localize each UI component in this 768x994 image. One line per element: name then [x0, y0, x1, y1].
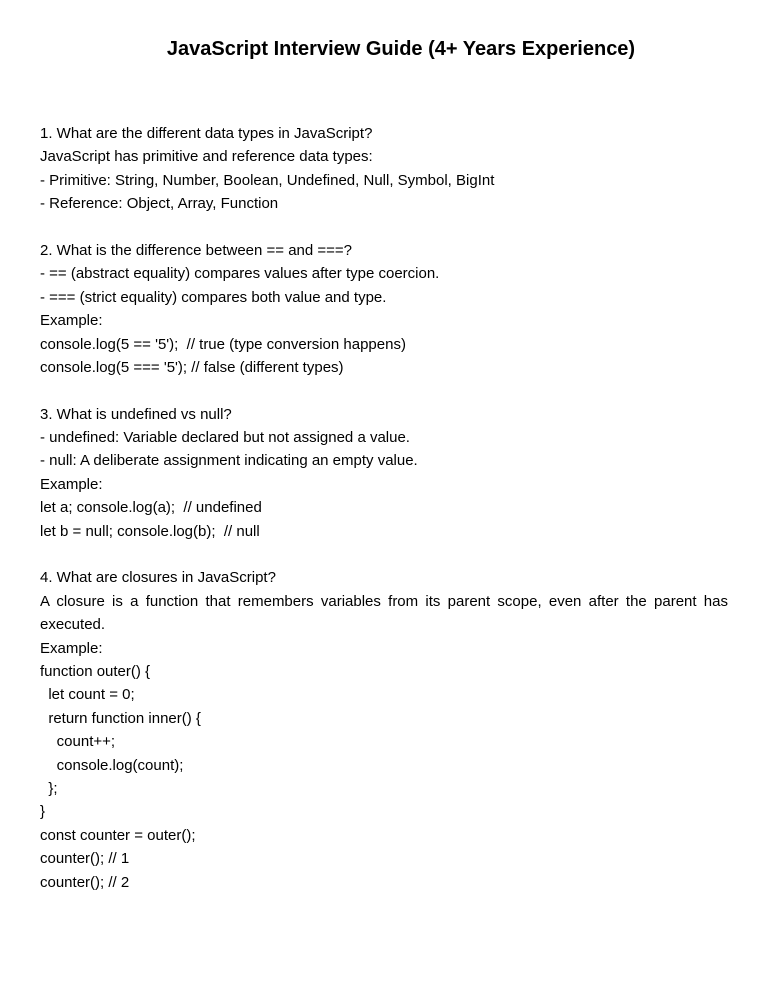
- answer-line: - null: A deliberate assignment indicating an empty value.: [40, 452, 418, 470]
- code-line: }: [40, 803, 46, 821]
- code-line: console.log(count);: [40, 756, 184, 774]
- answer-paragraph-line: A closure is a function that remembers variables from its parent scope, even after the parent has: [40, 592, 728, 610]
- answer-line: - == (abstract equality) compares values after type coercion.: [40, 265, 440, 283]
- question-heading: 3. What is undefined vs null?: [40, 405, 232, 423]
- section-spacer: [40, 216, 728, 239]
- code-line: console.log(5 == '5'); // true (type conversion happens): [40, 335, 406, 353]
- section-spacer: [40, 379, 728, 402]
- question-heading: 2. What is the difference between == and ===?: [40, 241, 353, 259]
- section-1: [40, 122, 728, 216]
- example-label: Example:: [40, 475, 103, 493]
- answer-paragraph-line: executed.: [40, 616, 106, 634]
- section-4: [40, 566, 728, 893]
- example-label: Example:: [40, 639, 103, 657]
- page-title: JavaScript Interview Guide (4+ Years Experience): [166, 38, 636, 60]
- section-2: [40, 239, 728, 379]
- document-body: [40, 122, 728, 894]
- example-label: Example:: [40, 312, 103, 330]
- answer-line: - Primitive: String, Number, Boolean, Undefined, Null, Symbol, BigInt: [40, 171, 495, 189]
- section-spacer: [40, 543, 728, 566]
- code-line: count++;: [40, 733, 116, 751]
- code-line: let b = null; console.log(b); // null: [40, 522, 260, 540]
- code-line: const counter = outer();: [40, 826, 196, 844]
- code-line: counter(); // 2: [40, 873, 130, 891]
- code-line: };: [40, 779, 58, 797]
- question-heading: 1. What are the different data types in JavaScript?: [40, 125, 373, 142]
- answer-line: - === (strict equality) compares both value and type.: [40, 288, 387, 306]
- answer-line: JavaScript has primitive and reference data types:: [40, 148, 373, 166]
- answer-line: - undefined: Variable declared but not assigned a value.: [40, 429, 410, 447]
- code-line: let count = 0;: [40, 686, 135, 704]
- question-heading: 4. What are closures in JavaScript?: [40, 569, 276, 587]
- code-line: let a; console.log(a); // undefined: [40, 499, 262, 517]
- code-line: console.log(5 === '5'); // false (different types): [40, 358, 344, 376]
- section-3: [40, 403, 728, 543]
- code-line: return function inner() {: [40, 709, 201, 727]
- code-line: function outer() {: [40, 662, 151, 680]
- code-line: counter(); // 1: [40, 850, 130, 868]
- answer-line: - Reference: Object, Array, Function: [40, 195, 279, 213]
